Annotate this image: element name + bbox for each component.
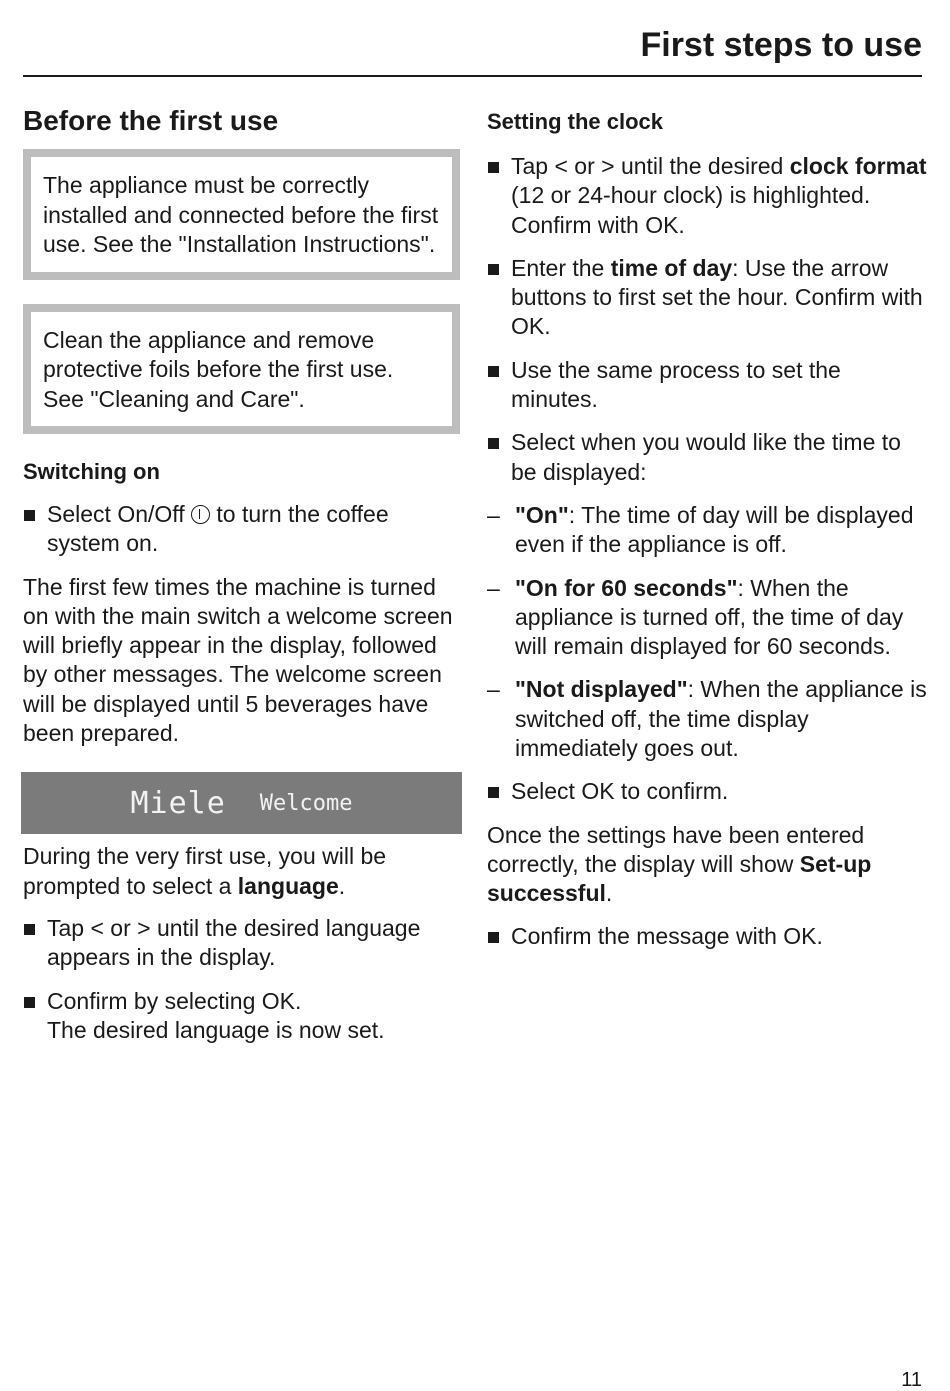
option-label: "On": [515, 501, 569, 528]
option-not-displayed: [487, 675, 927, 763]
welcome-screen-paragraph: The first few times the machine is turned on with the main switch a welcome screen will briefly appear in the display, followed by other messages. The welcome screen will be displayed until 5 beverages have been prepared.: [23, 573, 453, 747]
bullet-bold: clock format: [789, 153, 927, 179]
page-number: 11: [901, 1369, 922, 1391]
subheading-switching-on: Switching on: [23, 459, 160, 484]
bullet-text: Use the same process to set the minutes.: [511, 356, 841, 413]
bullet-square-icon: [488, 162, 499, 173]
right-column: [487, 100, 927, 965]
bullet-clock-format: [487, 152, 927, 240]
option-text: : When the appliance is switched off, the time display immediately goes out.: [515, 676, 927, 762]
bullet-square-icon: [488, 787, 499, 798]
bullet-square-icon: [488, 932, 499, 943]
page-header: [23, 22, 922, 77]
bullet-select-language: [23, 914, 460, 973]
power-icon: [191, 505, 210, 524]
dash-mark: –: [487, 676, 500, 703]
bullet-text: The desired language is now set.: [47, 1016, 385, 1043]
bullet-square-icon: [24, 510, 35, 521]
bullet-square-icon: [24, 997, 35, 1008]
bullet-text: to turn the coffee system on.: [47, 501, 389, 557]
bullet-text: Select when you would like the time to be displayed:: [511, 429, 901, 485]
bullet-square-icon: [24, 924, 35, 935]
bullet-square-icon: [488, 264, 499, 275]
section-heading-before-first-use: Before the first use: [23, 105, 279, 136]
display-welcome-screen: [21, 772, 462, 834]
bullet-text: Tap < or > until the desired language appears in the display.: [47, 914, 421, 971]
option-text: : When the appliance is turned off, the time of day will remain displayed for 60 seconds.: [515, 574, 904, 660]
bullet-switch-on: [23, 500, 460, 559]
bullet-bold: time of day: [610, 254, 733, 281]
language-paragraph: [23, 842, 460, 901]
option-label: "On for 60 seconds": [515, 574, 738, 601]
bullet-time-of-day: [487, 254, 927, 342]
option-text: : The time of day will be displayed even if the appliance is off.: [515, 501, 914, 558]
bullet-set-minutes: [487, 356, 927, 415]
notice-installation: The appliance must be correctly installed and connected before the first use. See the "Installation Instructions".: [23, 149, 460, 280]
option-on-60-seconds: [487, 574, 927, 662]
option-on: [487, 501, 927, 560]
para-text: .: [338, 872, 346, 899]
display-welcome-text: Welcome: [259, 790, 353, 816]
bullet-square-icon: [488, 366, 499, 377]
bullet-text: Confirm by selecting OK.: [47, 987, 302, 1014]
notice-cleaning: Clean the appliance and remove protective foils before the first use. See "Cleaning and Care".: [23, 304, 460, 435]
subheading-setting-clock: Setting the clock: [487, 109, 664, 134]
bullet-text: : Use the arrow buttons to first set the hour. Confirm with OK.: [511, 254, 923, 340]
left-column: [23, 100, 460, 1059]
bullet-confirm-language: [23, 987, 460, 1046]
para-bold: language: [237, 872, 339, 899]
bullet-text: Confirm the message with OK.: [511, 922, 823, 949]
bullet-text: Tap < or > until the desired: [511, 153, 784, 179]
bullet-select-ok: [487, 777, 927, 806]
display-brand-logo: Miele: [130, 785, 226, 821]
para-text: During the very first use, you will be prompted to select a: [23, 843, 387, 899]
bullet-square-icon: [488, 438, 499, 449]
para-text: .: [605, 880, 613, 907]
dash-mark: –: [487, 574, 500, 601]
bullet-text: Select OK to confirm.: [511, 778, 729, 805]
para-text: Once the settings have been entered correctly, the display will show: [487, 821, 865, 877]
bullet-text: Enter the: [511, 254, 605, 281]
bullet-time-display: [487, 428, 927, 487]
dash-mark: –: [487, 501, 500, 528]
bullet-confirm-message: [487, 922, 927, 951]
para-bold: Set-up successful: [487, 850, 872, 907]
page-title: First steps to use: [640, 26, 922, 64]
bullet-text: (12 or 24-hour clock) is highlighted. Confirm with OK.: [511, 182, 871, 238]
setup-success-paragraph: [487, 821, 927, 909]
option-label: "Not displayed": [515, 676, 688, 703]
bullet-text: Select On/Off: [47, 501, 185, 527]
